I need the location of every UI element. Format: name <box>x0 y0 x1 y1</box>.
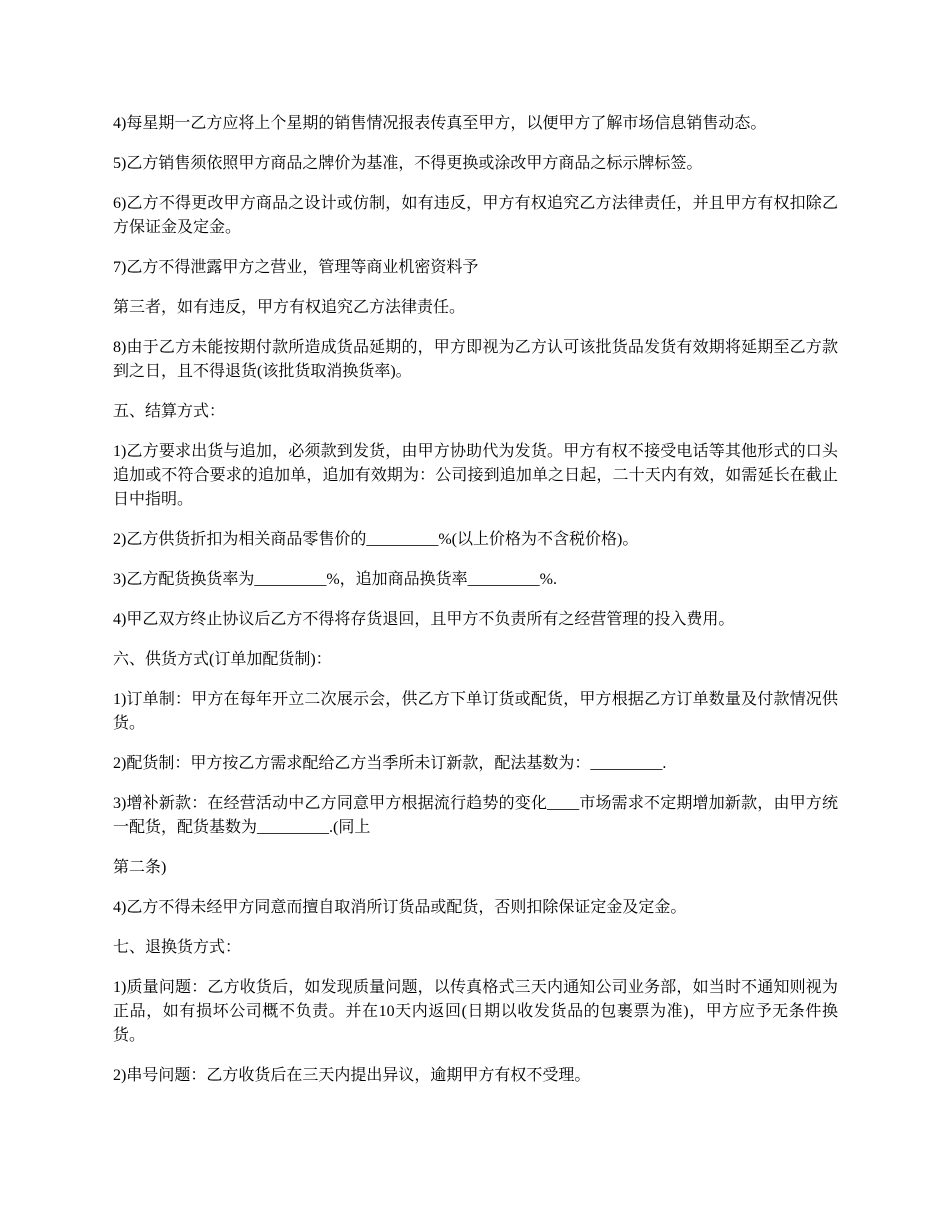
settlement-item-3: 3)乙方配货换货率为_________%，追加商品换货率_________%. <box>113 571 557 588</box>
clause-weekly-sales-report: 4)每星期一乙方应将上个星期的销售情况报表传真至甲方，以便甲方了解市场信息销售动态。 <box>113 115 767 132</box>
document-body <box>113 112 838 1104</box>
clause-confidentiality-continued: 第三者，如有违反，甲方有权追究乙方法律责任。 <box>113 299 466 316</box>
settlement-item-4: 4)甲乙双方终止协议后乙方不得将存货退回，且甲方不负责所有之经营管理的投入费用。 <box>113 611 735 628</box>
clause-confidentiality: 7)乙方不得泄露甲方之营业，管理等商业机密资料予 <box>113 259 479 276</box>
supply-item-3-continued: 第二条) <box>113 859 167 876</box>
section-heading-settlement: 五、结算方式： <box>113 403 226 420</box>
section-heading-returns: 七、退换货方式： <box>113 939 242 956</box>
supply-item-2: 2)配货制：甲方按乙方需求配给乙方当季所未订新款，配法基数为：_________. <box>113 755 667 772</box>
supply-item-3: 3)增补新款：在经营活动中乙方同意甲方根据流行趋势的变化____市场需求不定期增加新款，由甲方统一配货，配货基数为_________.(同上 <box>113 795 838 836</box>
clause-price-standard: 5)乙方销售须依照甲方商品之牌价为基准，不得更换或涂改甲方商品之标示牌标签。 <box>113 155 703 172</box>
settlement-item-2: 2)乙方供货折扣为相关商品零售价的_________%(以上价格为不含税价格)。 <box>113 531 639 548</box>
returns-item-2: 2)串号问题：乙方收货后在三天内提出异议，逾期甲方有权不受理。 <box>113 1067 591 1084</box>
settlement-item-1: 1)乙方要求出货与追加，必须款到发货，由甲方协助代为发货。甲方有权不接受电话等其他形式的口头追加或不符合要求的追加单，追加有效期为：公司接到追加单之日起，二十天内有效，如需延长在截止日中指明。 <box>113 443 838 508</box>
clause-no-design-change: 6)乙方不得更改甲方商品之设计或仿制，如有违反，甲方有权追究乙方法律责任，并且甲方有权扣除乙方保证金及定金。 <box>113 195 838 236</box>
supply-item-1: 1)订单制：甲方在每年开立二次展示会，供乙方下单订货或配货，甲方根据乙方订单数量及付款情况供货。 <box>113 691 838 732</box>
section-heading-supply: 六、供货方式(订单加配货制)： <box>113 651 332 668</box>
clause-late-payment: 8)由于乙方未能按期付款所造成货品延期的，甲方即视为乙方认可该批货品发货有效期将延期至乙方款到之日，且不得退货(该批货取消换货率)。 <box>113 339 838 380</box>
supply-item-4: 4)乙方不得未经甲方同意而擅自取消所订货品或配货，否则扣除保证定金及定金。 <box>113 899 687 916</box>
returns-item-1: 1)质量问题：乙方收货后，如发现质量问题，以传真格式三天内通知公司业务部，如当时不通知则视为正品，如有损坏公司概不负责。并在10天内返回(日期以收发货品的包裹票为准)，甲方应予无条件换货。 <box>113 979 838 1044</box>
